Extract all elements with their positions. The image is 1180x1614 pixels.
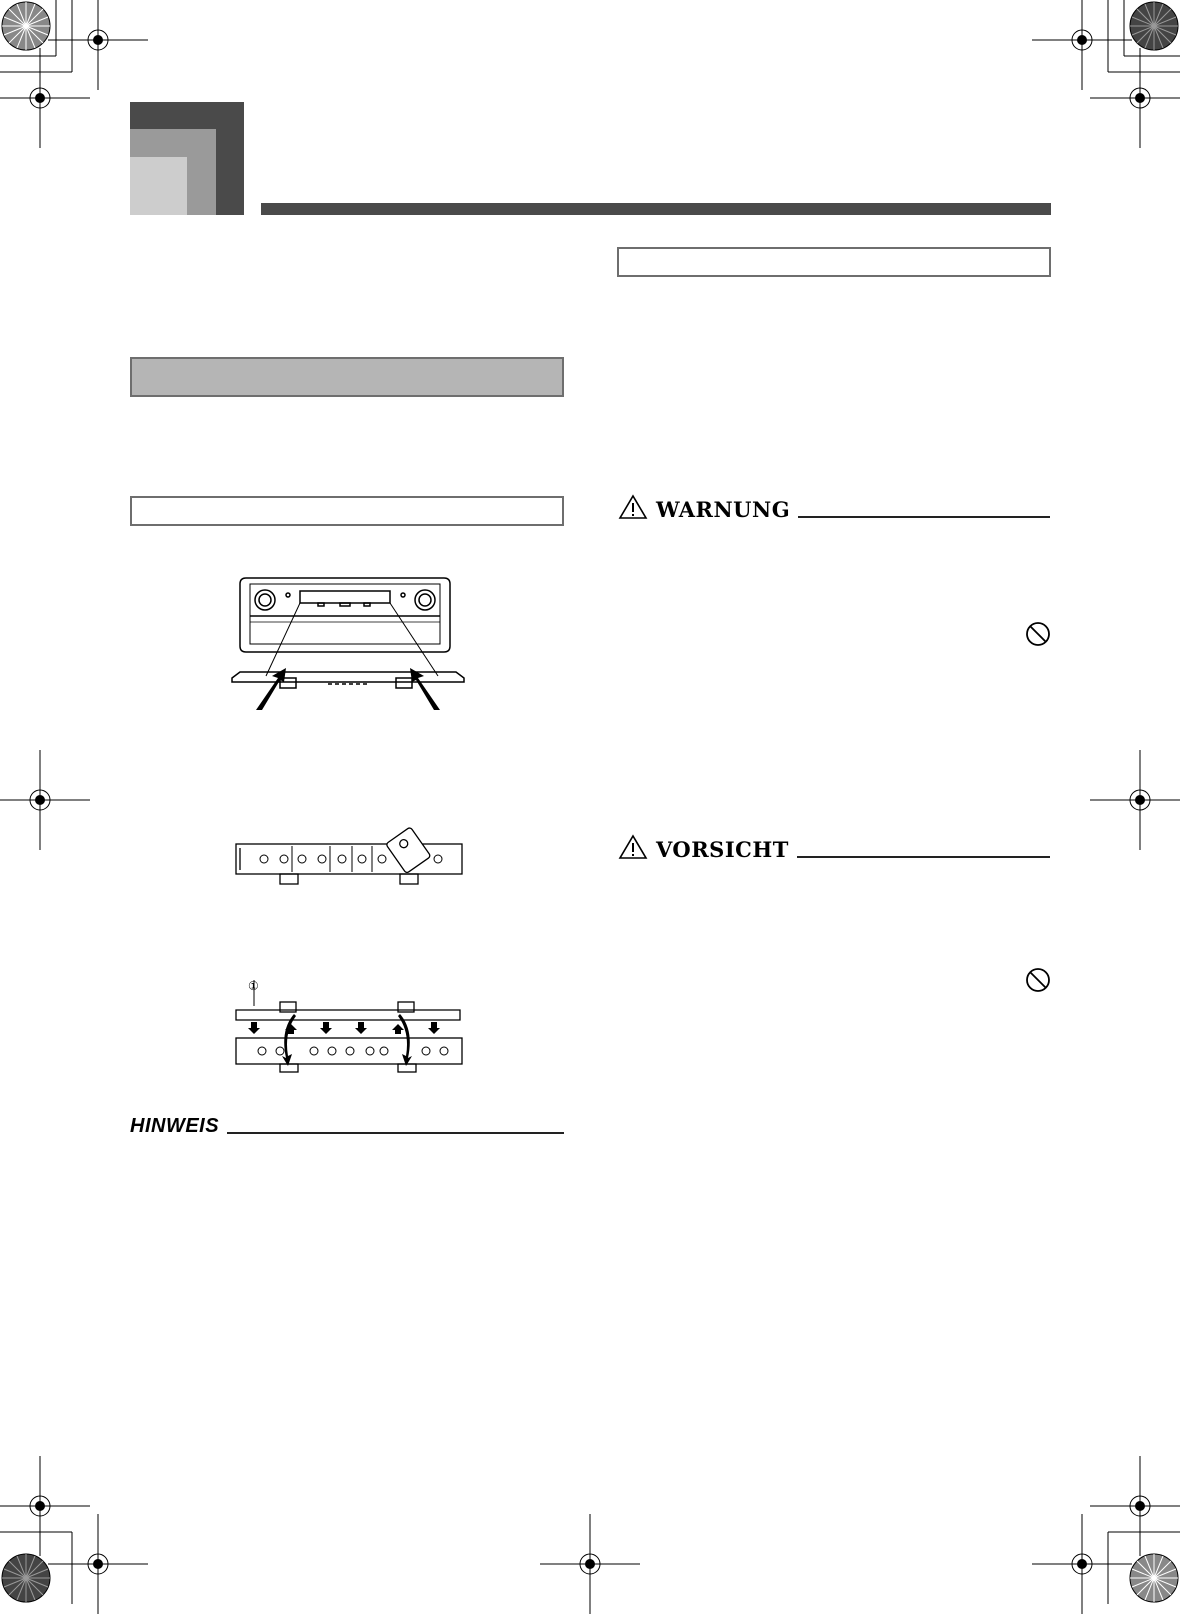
color-wheel-icon [0,1552,52,1604]
registration-mark-icon [540,1514,640,1614]
header-block-light [130,157,187,215]
battery-compartment-figure [232,826,472,886]
color-wheel-icon [0,0,52,52]
hinweis-rule [227,1132,564,1134]
vorsicht-label: VORSICHT [656,837,789,862]
battery-cover-figure [228,570,468,720]
warning-triangle-icon [618,494,648,520]
registration-mark-icon [1090,1456,1180,1556]
registration-mark-icon [0,750,90,850]
vorsicht-heading [618,834,1050,860]
cover-reattach-figure [232,980,472,1090]
hinweis-label: HINWEIS [130,1115,220,1137]
registration-mark-icon [1090,48,1180,148]
color-wheel-icon [1128,1552,1180,1604]
registration-mark-icon [1090,750,1180,850]
hinweis-heading [130,1116,564,1136]
warnung-heading [618,494,1050,520]
section-bar [130,357,564,397]
registration-mark-icon [48,1514,148,1614]
prohibition-icon [1024,620,1052,648]
warnung-label: WARNUNG [656,497,791,522]
color-wheel-icon [1128,0,1180,52]
subsection-box [130,496,564,526]
prohibition-icon [1024,966,1052,994]
vorsicht-rule [797,856,1050,858]
header-rule [261,203,1051,215]
warnung-rule [798,516,1050,518]
figure-callout: ① [248,979,259,993]
warning-triangle-icon [618,834,648,860]
subsection-box-right [617,247,1051,277]
registration-mark-icon [0,48,90,148]
